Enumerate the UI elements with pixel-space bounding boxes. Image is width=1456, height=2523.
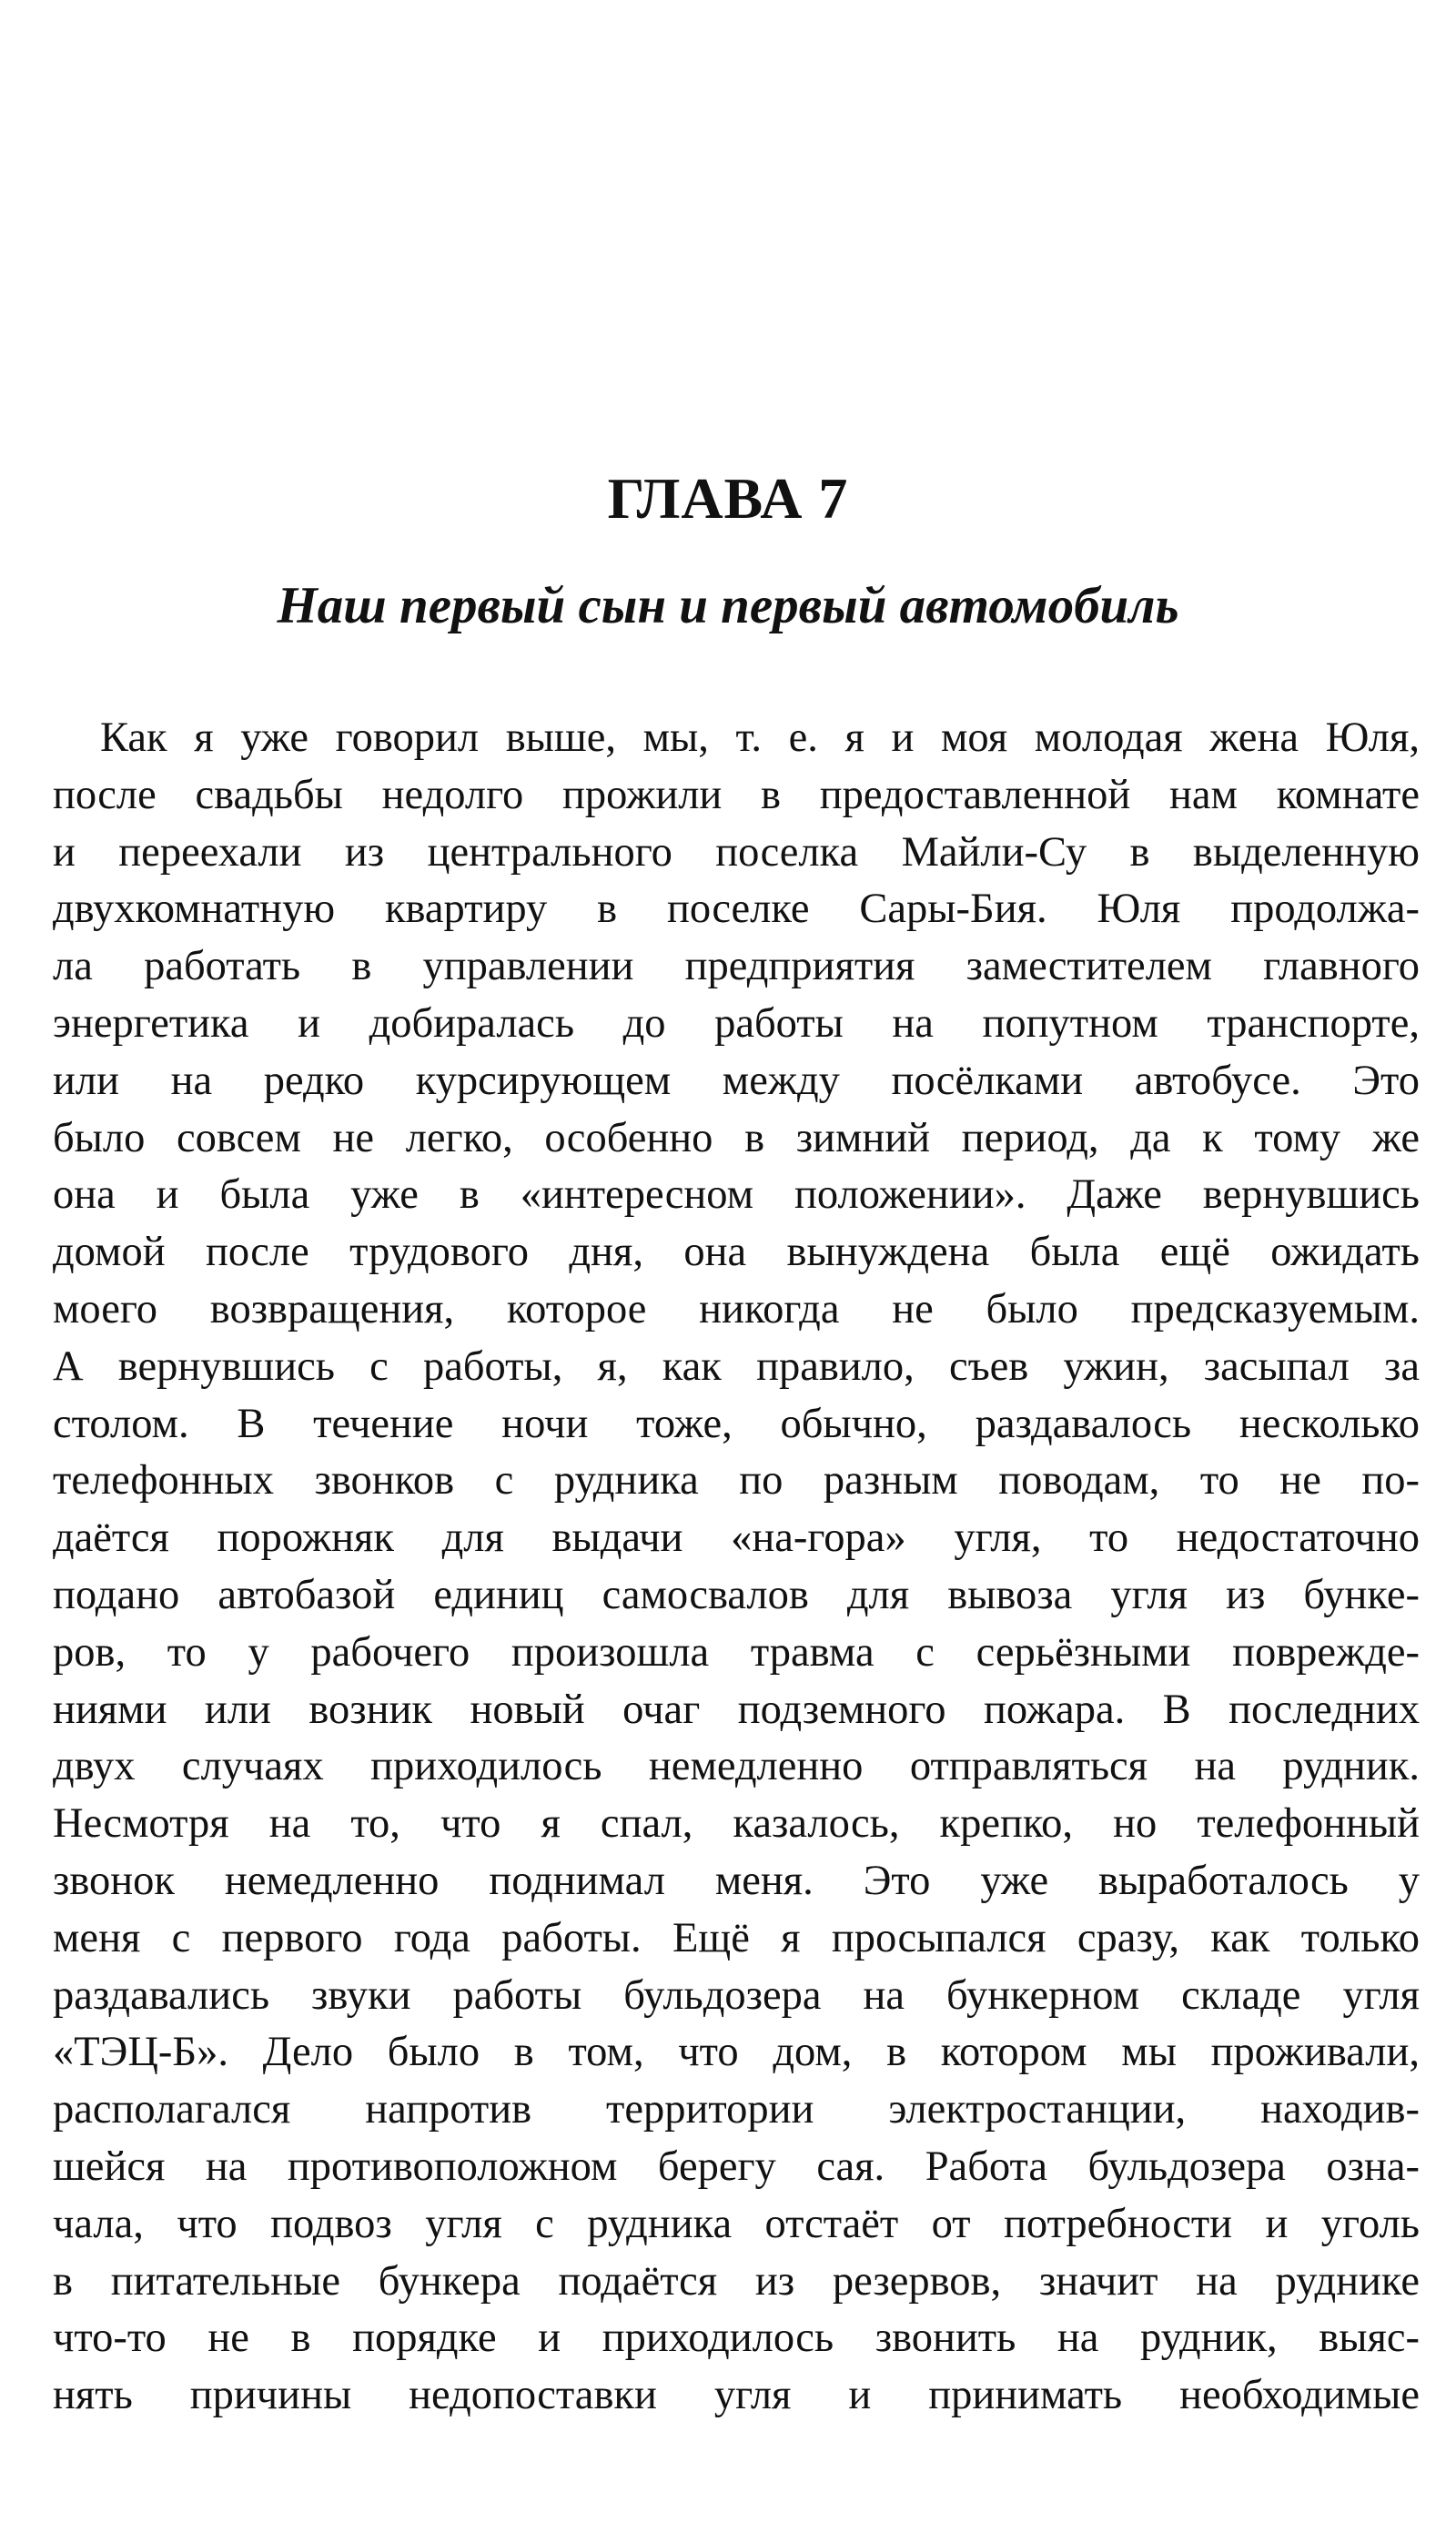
text-line: двухкомнатную квартиру в поселке Сары-Бия. Юля продолжа- xyxy=(53,886,1420,933)
text-line: что-то не в порядке и приходилось звонить на рудник, выяс- xyxy=(53,2315,1420,2362)
text-line: Как я уже говорил выше, мы, т. е. я и моя молодая жена Юля, xyxy=(100,714,1420,761)
text-line: А вернувшись с работы, я, как правило, съев ужин, засыпал за xyxy=(53,1343,1420,1390)
text-line: телефонных звонков с рудника по разным поводам, то не по- xyxy=(53,1457,1420,1505)
text-line: и переехали из центрального поселка Майли-Су в выделенную xyxy=(53,828,1420,876)
text-line: даётся порожняк для выдачи «на-гора» угля, то недостаточно xyxy=(53,1515,1420,1562)
text-line: или на редко курсирующем между посёлками автобусе. Это xyxy=(53,1057,1420,1104)
text-line: после свадьбы недолго прожили в предоставленной нам комнате xyxy=(53,771,1420,818)
text-line: раздавались звуки работы бульдозера на бункерном складе угля xyxy=(53,1971,1420,2019)
text-line: располагался напротив территории электростанции, находив- xyxy=(53,2086,1420,2133)
text-line: в питательные бункера подаётся из резервов, значит на руднике xyxy=(53,2257,1420,2305)
chapter-subtitle: Наш первый сын и первый автомобиль xyxy=(277,577,1179,634)
text-line: столом. В течение ночи тоже, обычно, раздавалось несколько xyxy=(53,1400,1420,1447)
text-line: моего возвращения, которое никогда не было предсказуемым. xyxy=(53,1285,1420,1332)
text-line: ла работать в управлении предприятия заместителем главного xyxy=(53,943,1420,990)
body-text xyxy=(53,710,1420,2425)
text-line: энергетика и добиралась до работы на попутном транспорте, xyxy=(53,999,1420,1047)
text-line: ниями или возник новый очаг подземного пожара. В последних xyxy=(53,1686,1420,1733)
text-line: меня с первого года работы. Ещё я просыпался сразу, как только xyxy=(53,1914,1420,1961)
text-line: Несмотря на то, что я спал, казалось, крепко, но телефонный xyxy=(53,1800,1420,1848)
text-line: домой после трудового дня, она вынуждена была ещё ожидать xyxy=(53,1229,1420,1276)
text-line: двух случаях приходилось немедленно отправляться на рудник. xyxy=(53,1743,1420,1790)
text-line: подано автобазой единиц самосвалов для вывоза угля из бунке- xyxy=(53,1571,1420,1618)
text-line: было совсем не легко, особенно в зимний период, да к тому же xyxy=(53,1114,1420,1161)
text-line: нять причины недопоставки угля и принимать необходимые xyxy=(53,2372,1420,2419)
text-line: чала, что подвоз угля с рудника отстаёт от потребности и уголь xyxy=(53,2200,1420,2247)
chapter-title: ГЛАВА 7 xyxy=(607,466,849,531)
text-line: звонок немедленно поднимал меня. Это уже выработалось у xyxy=(53,1857,1420,1904)
text-line: ров, то у рабочего произошла травма с серьёзными поврежде- xyxy=(53,1628,1420,1676)
text-line: она и была уже в «интересном положении». Даже вернувшись xyxy=(53,1171,1420,1219)
text-line: «ТЭЦ-Б». Дело было в том, что дом, в котором мы проживали, xyxy=(53,2029,1420,2076)
text-line: шейся на противоположном берегу сая. Работа бульдозера озна- xyxy=(53,2143,1420,2190)
